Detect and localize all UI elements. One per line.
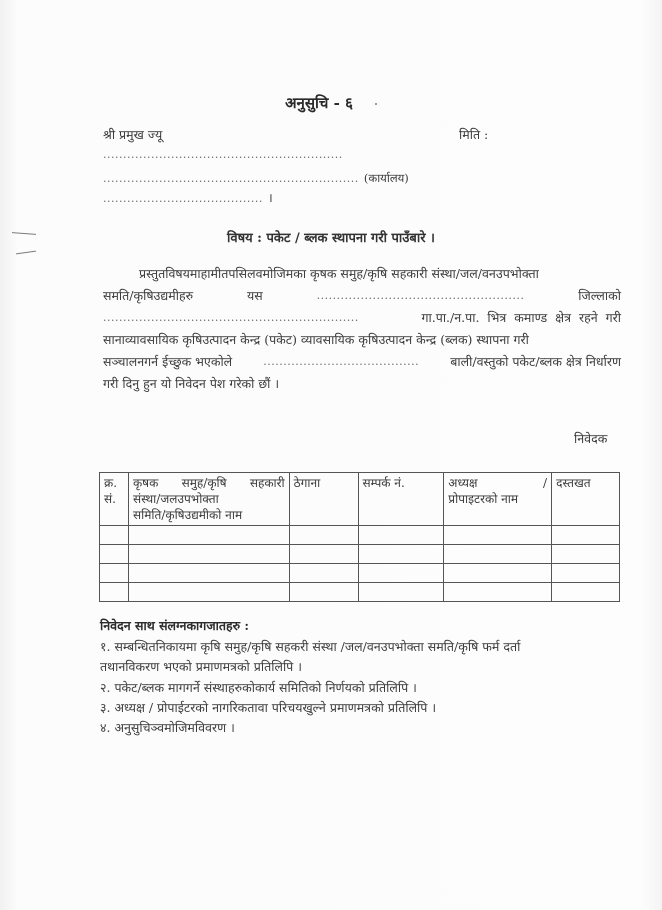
blank-municipality: ................................................................ <box>103 311 359 324</box>
table-cell[interactable] <box>100 545 129 564</box>
applicant-label: निवेदक <box>574 431 608 446</box>
table-cell[interactable] <box>100 583 129 602</box>
attachment-item-3: ३. अध्यक्ष / प्रोपाईटरको नागरिकतावा परिचयखुल्ने प्रमाणमत्रको प्रतिलिपि । <box>100 700 437 715</box>
header-serial-number: क्र. सं. <box>100 473 129 526</box>
table-row <box>100 583 620 602</box>
table-cell[interactable] <box>128 564 289 583</box>
margin-pen-mark <box>16 251 36 255</box>
body-line-5 <box>103 351 621 373</box>
body-line-6: गरी दिनु हुन यो निवेदन पेश गरेको छौं । <box>103 376 280 391</box>
table-cell[interactable] <box>100 564 129 583</box>
table-cell[interactable] <box>358 583 444 602</box>
body-text: समति/कृषिउद्यमीहरु <box>103 288 194 303</box>
address-line-2 <box>103 167 409 186</box>
table-cell[interactable] <box>358 526 444 545</box>
attachment-item-2: २. पकेट/ब्लक मागगर्ने संस्थाहरुकोकार्य समितिको निर्णयको प्रतिलिपि । <box>100 680 417 695</box>
attachment-item-1-continued: तथानविकरण भएको प्रमाणमत्रको प्रतिलिपि । <box>100 659 302 674</box>
blank-crop: ....................................... <box>263 355 420 368</box>
header-contact-number: सम्पर्क नं. <box>358 473 444 526</box>
table-row <box>100 526 620 545</box>
body-text: जिल्लाको <box>578 288 621 303</box>
table-row <box>100 564 620 583</box>
body-line-3 <box>103 307 621 329</box>
address-line-1: ............................................................ <box>103 148 343 161</box>
table-cell[interactable] <box>289 564 358 583</box>
table-cell[interactable] <box>289 583 358 602</box>
body-text: बाली/वस्तुको पकेट/ब्लक क्षेत्र निर्धारण <box>450 354 621 369</box>
address-dots: ................................................................ <box>103 172 359 185</box>
table-cell[interactable] <box>552 545 620 564</box>
table-cell[interactable] <box>444 583 552 602</box>
date-label: मिति : <box>459 127 489 142</box>
table-cell[interactable] <box>128 583 289 602</box>
applicant-table <box>99 472 620 602</box>
table-cell[interactable] <box>289 526 358 545</box>
table-cell[interactable] <box>552 583 620 602</box>
table-cell[interactable] <box>358 564 444 583</box>
body-line-4: सानाव्यावसायिक कृषिउत्पादन केन्द्र (पकेट) व्यावसायिक कृषिउत्पादन केन्द्र (ब्लक) स्थापना गरी <box>103 332 529 347</box>
table-cell[interactable] <box>444 545 552 564</box>
body-text: गा.पा./न.पा. भित्र कमाण्ड क्षेत्र रहने गरी <box>421 310 621 325</box>
table-row <box>100 545 620 564</box>
attachments-title: निवेदन साथ संलग्नकागजातहरु : <box>100 618 250 633</box>
line-end: । <box>267 190 273 205</box>
table-cell[interactable] <box>100 526 129 545</box>
body-text: सञ्चालनगर्न ईच्छुक भएकोले <box>103 354 233 369</box>
table-header-row <box>100 473 620 526</box>
body-paragraph <box>103 263 621 395</box>
table-cell[interactable] <box>552 564 620 583</box>
header-organization-name: कृषक समुह/कृषि सहकारी संस्था/जलउपभोक्ता समिति/कृषिउद्यमीको नाम <box>128 473 289 526</box>
table-cell[interactable] <box>358 545 444 564</box>
table-cell[interactable] <box>444 564 552 583</box>
header-chairperson-name: अध्यक्ष / प्रोपाइटरको नाम <box>444 473 552 526</box>
attachment-item-1: १. सम्बन्धितनिकायमा कृषि समुह/कृषि सहकरी संस्था /जल/वनउपभोक्ता समति/कृषि फर्म दर्ता <box>100 639 521 654</box>
header-signature: दस्तखत <box>552 473 620 526</box>
office-suffix: (कार्यालय) <box>363 171 409 185</box>
attachment-item-4: ४. अनुसुचिञ्वमोजिमविवरण । <box>100 720 235 735</box>
addressee: श्री प्रमुख ज्यू <box>103 127 163 142</box>
body-line-2 <box>103 285 621 307</box>
address-line-3 <box>103 187 273 206</box>
table-cell[interactable] <box>289 545 358 564</box>
body-line-1: प्रस्तुतविषयमाहामीतपसिलवमोजिमका कृषक समुह/कृषि सहकारी संस्था/जल/वनउपभोक्ता <box>139 266 539 281</box>
table-cell[interactable] <box>128 545 289 564</box>
table-cell[interactable] <box>552 526 620 545</box>
header-address: ठेगाना <box>289 473 358 526</box>
table-cell[interactable] <box>444 526 552 545</box>
table-cell[interactable] <box>128 526 289 545</box>
body-text: यस <box>247 288 263 303</box>
subject-line: विषय : पकेट / ब्लक स्थापना गरी पाउँबारे । <box>227 231 435 246</box>
address-dots: ........................................ <box>103 192 263 205</box>
document-title: अनुसुचि - ६ <box>0 93 662 113</box>
blank-district: .................................................... <box>316 289 525 302</box>
